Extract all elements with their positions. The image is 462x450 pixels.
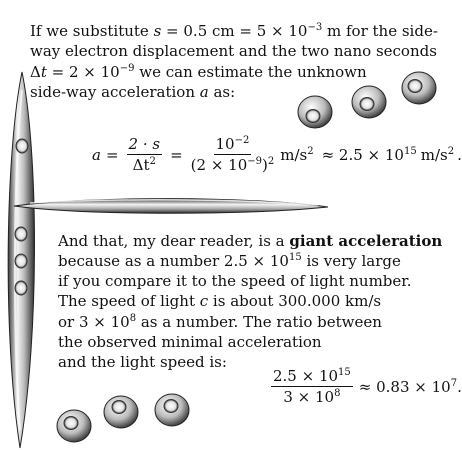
torus-shape	[104, 396, 138, 428]
body-line-2: because as a number $2.5 \times 10^{15}$ is very large	[58, 252, 401, 270]
fraction-2s-over-dt2: $\frac{2 \cdot s}{\Delta t^2}$	[128, 135, 161, 174]
acceleration-equation: a = $\frac{2 \cdot s}{\Delta t^2}$ = $\frac{10^{-2}}{(2 \times 10^{-9})^2}$ $m/s^2$ ≈ $2.5 \times 10^{15}$ $m/s^2$ .	[92, 135, 462, 174]
torus-shape	[298, 96, 332, 128]
body-line-4: The speed of light c is about 300.000 km/s	[58, 292, 382, 310]
intro-line-4: side-way acceleration a as:	[30, 83, 236, 101]
fraction-values: $\frac{10^{-2}}{(2 \times 10^{-9})^2}$	[190, 135, 275, 174]
torus-shape	[57, 410, 91, 442]
torus-shape	[352, 86, 386, 118]
body-line-6: the observed minimal acceleration	[58, 333, 322, 351]
ratio-equation: $\frac{2.5 \times 10^{15}}{3 \times 10^8}$ ≈ $0.83 \times 10^7$ .	[273, 367, 462, 406]
body-line-7: and the light speed is:	[58, 353, 227, 371]
torus-shape	[402, 72, 436, 104]
body-line-5: or $3 \times 10^8$ as a number. The ratio between	[58, 313, 382, 331]
torus-group-bottom	[57, 394, 189, 442]
intro-line-1: If we substitute s = 0.5 cm = $5 \times 10^{-3}$ m for the side-	[30, 22, 438, 40]
ratio-fraction: $\frac{2.5 \times 10^{15}}{3 \times 10^8}$	[273, 367, 351, 406]
intro-line-2: way electron displacement and the two nano seconds	[30, 42, 437, 60]
torus-shape	[155, 394, 189, 426]
horizontal-spindle	[14, 199, 328, 214]
body-line-3: if you compare it to the speed of light number.	[58, 272, 412, 290]
body-line-1: And that, my dear reader, is a giant acceleration	[58, 232, 443, 250]
vertical-spindle	[8, 72, 34, 448]
intro-line-3: $\Delta t = 2 \times 10^{-9}$ we can estimate the unknown	[30, 63, 367, 81]
